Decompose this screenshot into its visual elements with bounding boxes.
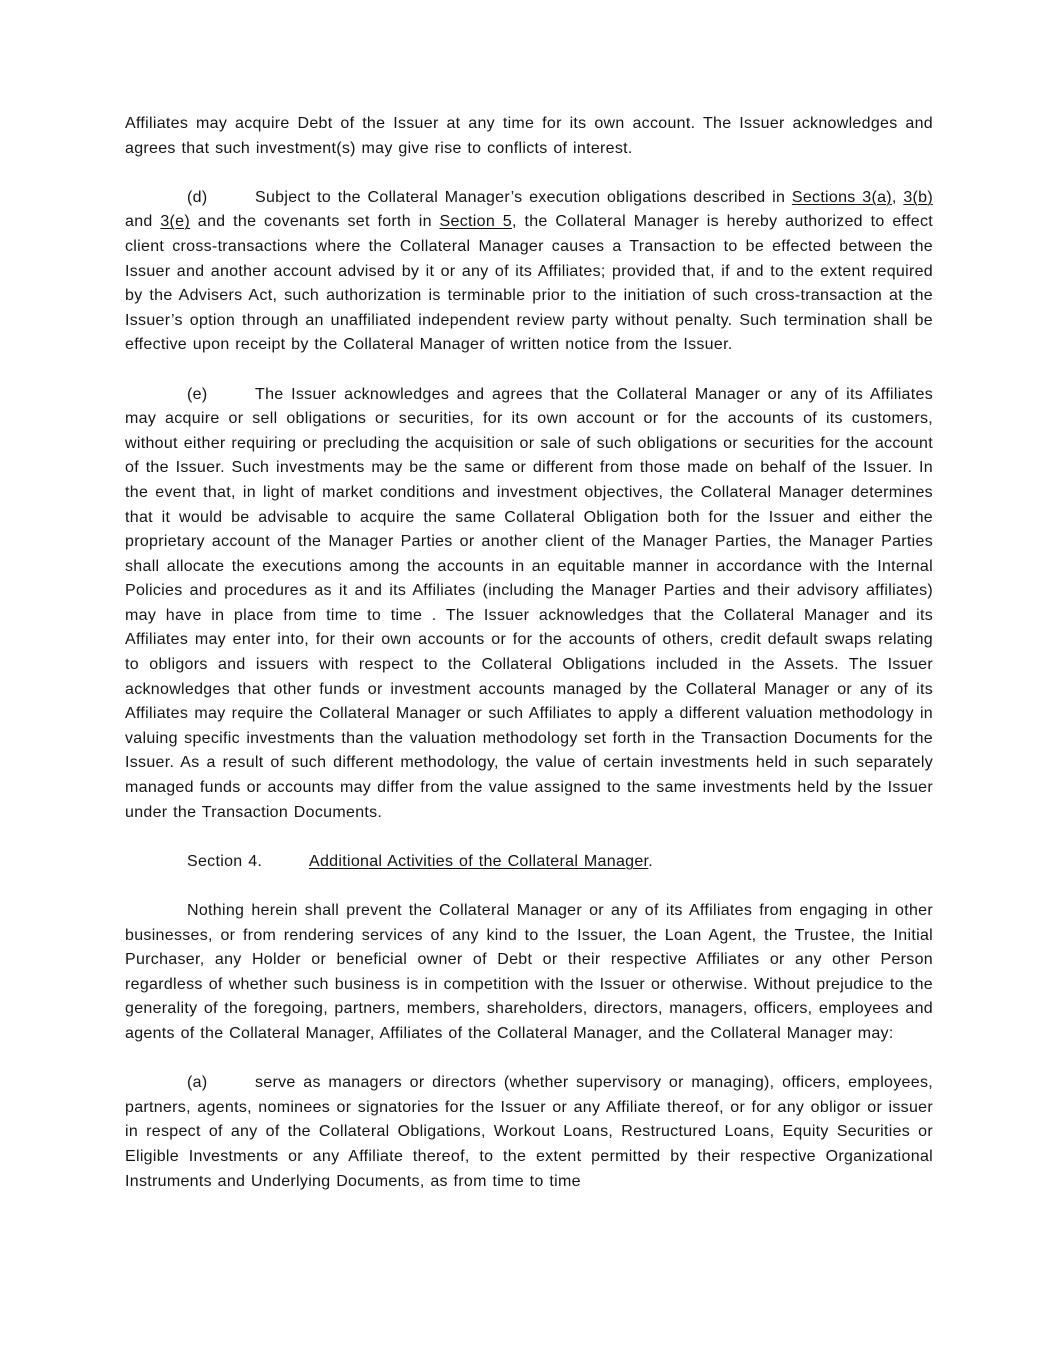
text-run: Affiliates may acquire Debt of the Issuer at any time for its own account. The Issuer acknowledges and agrees that such investment(s) may give rise to conflicts of interest.	[125, 115, 933, 157]
document-body	[125, 112, 933, 1194]
para-nothing-herein	[125, 899, 933, 1047]
text-run: and the covenants set forth in	[190, 213, 440, 231]
para-d-label: (d)	[187, 188, 208, 206]
para-e-label: (e)	[187, 385, 208, 403]
section-4-heading	[125, 850, 933, 875]
text-run: Subject to the Collateral Manager’s execution obligations described in	[255, 188, 792, 206]
underlined-text-run: 3(b)	[903, 188, 933, 206]
para-a	[125, 1071, 933, 1194]
section-4-heading-label: Section 4.	[187, 852, 263, 870]
underlined-text-run: Sections 3(a)	[791, 188, 892, 206]
text-run: and	[125, 213, 161, 231]
text-run: , the Collateral Manager is hereby authorized to effect client cross-transactions where the Collateral Manager causes a Transaction to be effected between the Issuer and another account advised by it or any of its Affiliates; provided that, if and to the extent required by the Advisers Act, such authorization is terminable prior to the initiation of such cross-transaction at the Issuer’s option through an unaffiliated independent review party without penalty. Such termination shall be effective upon receipt by the Collateral Manager of written notice from the Issuer.	[125, 213, 933, 354]
text-run: serve as managers or directors (whether supervisory or managing), officers, employees, partners, agents, nominees or signatories for the Issuer or any Affiliate thereof, or for any obligor or issuer in respect of any of the Collateral Obligations, Workout Loans, Restructured Loans, Equity Securities or Eligible Investments or any Affiliate thereof, to the extent permitted by their respective Organizational Instruments and Underlying Documents, as from time to time	[125, 1074, 933, 1190]
underlined-text-run: 3(e)	[160, 213, 191, 231]
underlined-text-run: Additional Activities of the Collateral Manager	[309, 852, 649, 870]
text-run: .	[648, 852, 654, 870]
text-run: ,	[891, 188, 904, 206]
para-d	[125, 186, 933, 358]
underlined-text-run: Section 5	[439, 213, 512, 231]
para-continuation	[125, 112, 933, 161]
text-run: Nothing herein shall prevent the Collateral Manager or any of its Affiliates from engaging in other businesses, or from rendering services of any kind to the Issuer, the Loan Agent, the Trustee, the Initial Purchaser, any Holder or beneficial owner of Debt or their respective Affiliates or any other Person regardless of whether such business is in competition with the Issuer or otherwise. Without prejudice to the generality of the foregoing, partners, members, shareholders, directors, managers, officers, employees and agents of the Collateral Manager, Affiliates of the Collateral Manager, and the Collateral Manager may:	[125, 902, 933, 1042]
para-e	[125, 383, 933, 826]
para-a-label: (a)	[187, 1074, 208, 1092]
text-run: The Issuer acknowledges and agrees that the Collateral Manager or any of its Affiliates may acquire or sell obligations or securities, for its own account or for the accounts of its customers, without either requiring or precluding the acquisition or sale of such obligations or securities for the account of the Issuer. Such investments may be the same or different from those made on behalf of the Issuer. In the event that, in light of market conditions and investment objectives, the Collateral Manager determines that it would be advisable to acquire the same Collateral Obligation both for the Issuer and either the proprietary account of the Manager Parties or another client of the Manager Parties, the Manager Parties shall allocate the executions among the accounts in an equitable manner in accordance with the Internal Policies and procedures as it and its Affiliates (including the Manager Parties and their advisory affiliates) may have in place from time to time . The Issuer acknowledges that the Collateral Manager and its Affiliates may enter into, for their own accounts or for the accounts of others, credit default swaps relating to obligors and issuers with respect to the Collateral Obligations included in the Assets. The Issuer acknowledges that other funds or investment accounts managed by the Collateral Manager or any of its Affiliates may require the Collateral Manager or such Affiliates to apply a different valuation methodology in valuing specific investments than the valuation methodology set forth in the Transaction Documents for the Issuer. As a result of such different methodology, the value of certain investments held in such separately managed funds or accounts may differ from the value assigned to the same investments held by the Issuer under the Transaction Documents.	[125, 385, 933, 821]
